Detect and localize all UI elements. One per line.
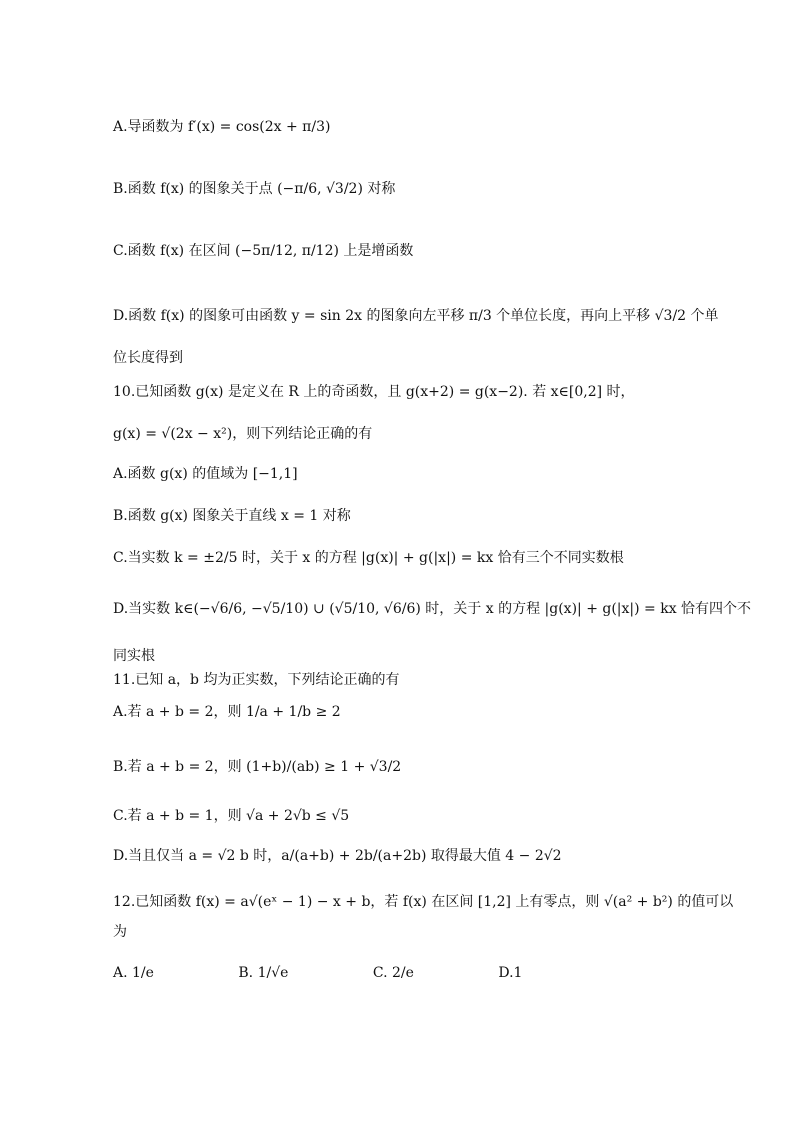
q12-options <box>113 963 602 983</box>
q11-stem: 11.已知 a，b 均为正实数，下列结论正确的有 <box>113 672 400 688</box>
q12-stem: 12.已知函数 f(x) = a√(eˣ − 1) − x + b，若 f(x) 在区间 [1,2] 上有零点，则 √(a² + b²) 的值可以 <box>113 894 734 910</box>
q9-option-d: D.函数 f(x) 的图象可由函数 y = sin 2x 的图象向左平移 π/3 个单位长度，再向上平移 √3/2 个单 <box>113 308 719 324</box>
q10-option-a: A.函数 g(x) 的值域为 [−1,1] <box>113 466 298 482</box>
q11-option-a: A.若 a + b = 2，则 1/a + 1/b ≥ 2 <box>113 704 341 720</box>
q11-option-d: D.当且仅当 a = √2 b 时，a/(a+b) + 2b/(a+2b) 取得最大值 4 − 2√2 <box>113 848 562 864</box>
q10-stem: 10.已知函数 g(x) 是定义在 R 上的奇函数，且 g(x+2) = g(x−2). 若 x∈[0,2] 时， <box>113 384 635 400</box>
q11-option-c: C.若 a + b = 1，则 √a + 2√b ≤ √5 <box>113 808 350 824</box>
q12-option-b: B. 1/√e <box>238 965 289 981</box>
q9-option-c: C.函数 f(x) 在区间 (−5π/12, π/12) 上是增函数 <box>113 243 414 259</box>
q12-stem-cont: 为 <box>113 924 127 940</box>
q10-option-d: D.当实数 k∈(−√6/6, −√5/10) ∪ (√5/10, √6/6) 时，关于 x 的方程 |g(x)| + g(|x|) = kx 恰有四个不 <box>113 601 752 617</box>
q12-option-a: A. 1/e <box>113 965 154 981</box>
q10-option-d-cont: 同实根 <box>113 648 155 664</box>
q11-option-b: B.若 a + b = 2，则 (1+b)/(ab) ≥ 1 + √3/2 <box>113 759 402 775</box>
q10-stem-cont: g(x) = √(2x − x²)，则下列结论正确的有 <box>113 426 373 442</box>
q9-option-b: B.函数 f(x) 的图象关于点 (−π/6, √3/2) 对称 <box>113 181 396 197</box>
q9-option-d-cont: 位长度得到 <box>113 350 183 366</box>
q12-option-d: D.1 <box>498 965 523 981</box>
q10-option-c: C.当实数 k = ±2/5 时，关于 x 的方程 |g(x)| + g(|x|) = kx 恰有三个不同实数根 <box>113 550 624 566</box>
q10-option-b: B.函数 g(x) 图象关于直线 x = 1 对称 <box>113 508 351 524</box>
q9-option-a: A.导函数为 f′(x) = cos(2x + π/3) <box>113 119 331 135</box>
q12-option-c: C. 2/e <box>372 965 414 981</box>
